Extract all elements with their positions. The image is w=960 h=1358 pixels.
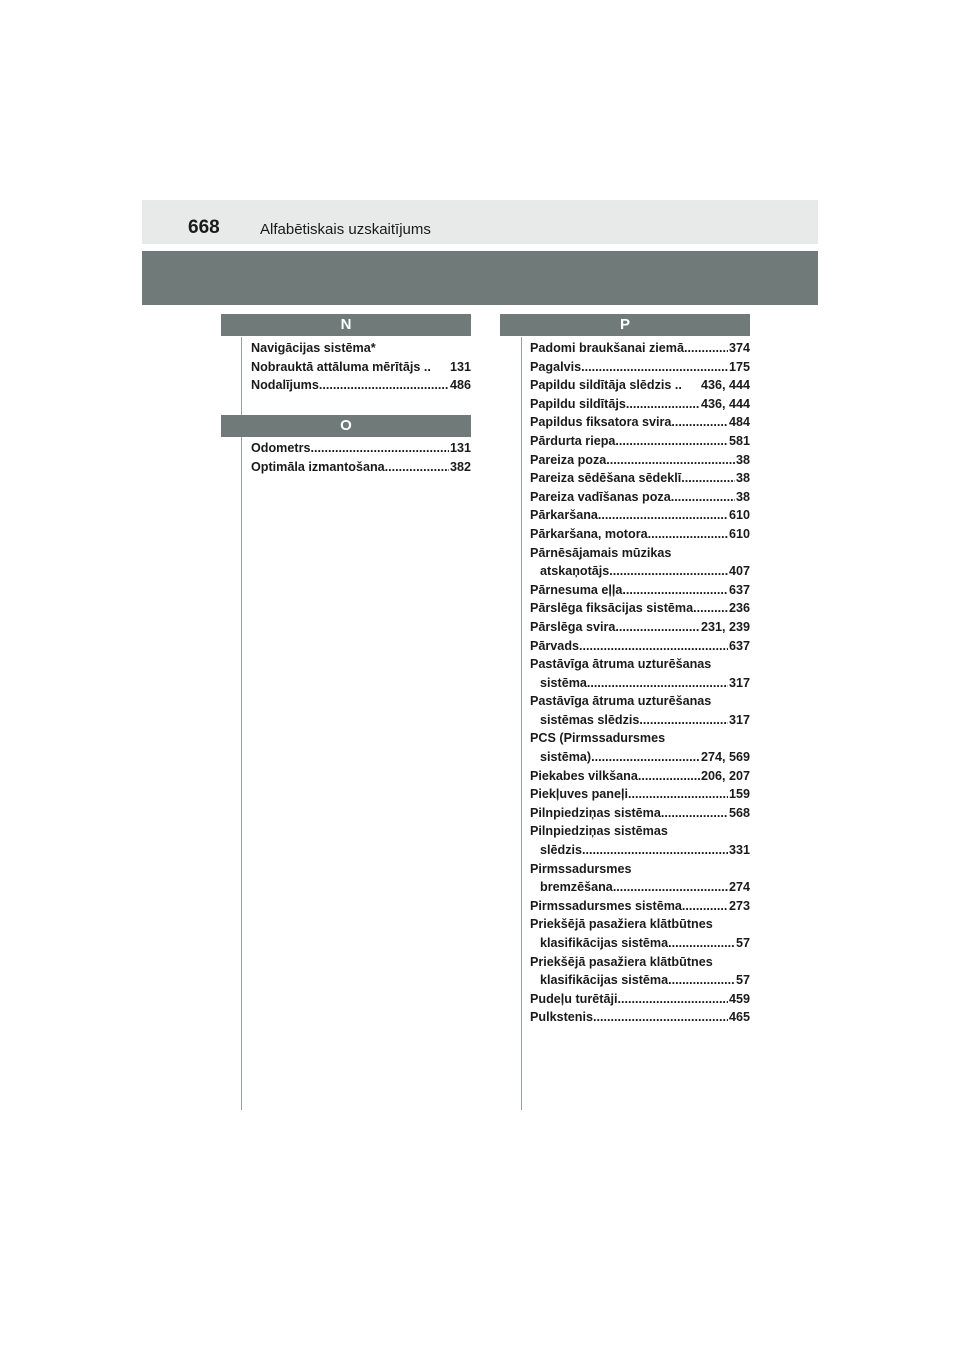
page-reference: 38 — [735, 471, 750, 486]
entry-text: Pārkaršana — [530, 508, 598, 523]
page-reference: 637 — [728, 638, 750, 653]
index-entry — [530, 785, 750, 804]
page-reference: 610 — [728, 508, 750, 523]
entry-text: Pilnpiedziņas sistēma — [530, 805, 661, 820]
index-entry — [530, 525, 750, 544]
entry-text: sistēma — [540, 675, 587, 690]
page-reference: 568 — [728, 805, 750, 820]
index-entry — [530, 637, 750, 656]
section-heading-n: N — [221, 314, 471, 336]
index-entry — [530, 413, 750, 432]
entry-text: Pārdurta riepa — [530, 433, 616, 448]
dot-leader — [579, 637, 728, 656]
page-reference: 274, 569 — [700, 750, 750, 765]
page-reference: 175 — [728, 359, 750, 374]
entry-text: PCS (Pirmssadursmes — [530, 731, 666, 746]
index-entry — [251, 458, 471, 477]
index-entry — [530, 358, 750, 377]
dot-leader — [628, 785, 728, 804]
index-entry — [530, 804, 750, 823]
entry-text: Pārnēsājamais mūzikas — [530, 545, 672, 560]
index-entry — [530, 488, 750, 507]
entry-text: Pirmssadursmes — [530, 861, 632, 876]
dot-leader — [668, 934, 735, 953]
entry-text: Pareiza poza — [530, 452, 607, 467]
index-entry — [530, 451, 750, 470]
index-entry-line — [251, 376, 471, 395]
entry-text: Pārslēga fiksācijas sistēma — [530, 601, 694, 616]
index-entry-line — [530, 1008, 750, 1027]
index-entry — [530, 822, 750, 859]
index-entry-line — [530, 432, 750, 451]
index-entry-line — [251, 358, 471, 377]
dot-leader — [310, 439, 449, 458]
entry-text: sistēmas slēdzis — [540, 712, 640, 727]
entry-text: Pilnpiedziņas sistēmas — [530, 824, 668, 839]
page-reference: 610 — [728, 526, 750, 541]
dot-leader — [615, 618, 700, 637]
index-entry-line — [251, 458, 471, 477]
page-reference: 38 — [735, 489, 750, 504]
section-n-entries — [251, 339, 471, 395]
page-reference: 131 — [449, 441, 471, 455]
index-entry-continuation — [530, 934, 750, 953]
index-entry-line — [530, 395, 750, 414]
dot-leader — [693, 599, 728, 618]
page-reference: 317 — [728, 675, 750, 690]
page-reference: 374 — [728, 341, 750, 355]
index-entry — [530, 581, 750, 600]
entry-text: Padomi braukšanai ziemā — [530, 341, 684, 355]
page-reference: 131 — [449, 359, 471, 374]
index-entry — [530, 990, 750, 1009]
index-entry — [251, 376, 471, 395]
index-entry-line — [530, 525, 750, 544]
entry-text: Odometrs — [251, 441, 311, 455]
dot-leader — [582, 841, 728, 860]
index-entry — [530, 339, 750, 358]
index-entry — [530, 860, 750, 897]
index-entry-line — [530, 822, 750, 841]
dot-leader — [626, 395, 700, 414]
index-entry — [530, 395, 750, 414]
dot-leader — [606, 451, 735, 470]
entry-text: slēdzis — [540, 843, 582, 858]
index-entry-continuation — [530, 841, 750, 860]
index-entry-line — [530, 655, 750, 674]
dot-leader — [587, 674, 728, 693]
dot-leader — [581, 358, 728, 377]
dot-leader — [385, 458, 449, 477]
entry-text: Pārkaršana, motora — [530, 526, 648, 541]
entry-text: Pārvads — [530, 638, 580, 653]
page-title: Alfabētiskais uzskaitījums — [260, 221, 431, 238]
index-entry-continuation — [530, 748, 750, 767]
index-entry-line — [530, 339, 750, 358]
dot-leader — [661, 804, 728, 823]
entry-text: Pārnesuma eļļa — [530, 582, 623, 597]
dot-leader — [617, 990, 728, 1009]
index-entry-line — [251, 439, 471, 458]
dot-leader — [609, 562, 728, 581]
section-heading-o: O — [221, 415, 471, 437]
index-entry-line — [251, 339, 471, 358]
index-entry-line — [530, 376, 750, 395]
index-entry — [530, 544, 750, 581]
index-entry-line — [530, 990, 750, 1009]
dot-leader — [613, 878, 728, 897]
section-heading-p: P — [500, 314, 750, 336]
dot-leader — [668, 971, 735, 990]
index-entry-continuation — [530, 971, 750, 990]
page-reference: 484 — [728, 415, 750, 430]
index-entry — [530, 729, 750, 766]
index-entry-line — [530, 618, 750, 637]
entry-text: Nobrauktā attāluma mērītājs .. — [251, 359, 431, 374]
index-entry — [530, 692, 750, 729]
right-column-rule — [521, 337, 522, 1110]
index-entry-line — [530, 692, 750, 711]
entry-text: Papildu sildītāja slēdzis .. — [530, 378, 682, 393]
entry-text: Pareiza sēdēšana sēdeklī — [530, 471, 682, 486]
dot-leader — [319, 376, 449, 395]
index-entry — [530, 1008, 750, 1027]
page-reference: 436, 444 — [700, 378, 750, 393]
entry-text: Pirmssadursmes sistēma — [530, 898, 682, 913]
entry-text: Priekšējā pasažiera klātbūtnes — [530, 917, 713, 932]
page-reference: 273 — [728, 898, 750, 913]
dot-leader — [671, 488, 735, 507]
index-entry — [251, 439, 471, 458]
index-entry-line — [530, 767, 750, 786]
index-entry-continuation — [530, 711, 750, 730]
dot-leader — [639, 711, 728, 730]
entry-text: Pareiza vadīšanas poza — [530, 489, 671, 504]
page-reference: 57 — [735, 973, 750, 988]
index-entry — [530, 376, 750, 395]
entry-text: Pulkstenis — [530, 1010, 593, 1025]
page-reference: 57 — [735, 936, 750, 950]
page-reference: 581 — [728, 433, 750, 448]
dot-leader — [682, 897, 728, 916]
entry-text: Papildu sildītājs — [530, 396, 626, 411]
index-entry-line — [530, 488, 750, 507]
index-entry-line — [530, 897, 750, 916]
index-entry — [530, 897, 750, 916]
index-entry-line — [530, 953, 750, 972]
index-entry-line — [530, 785, 750, 804]
index-entry-line — [530, 506, 750, 525]
entry-text: klasifikācijas sistēma — [540, 973, 669, 988]
index-entry-line — [530, 469, 750, 488]
page-reference: 382 — [449, 459, 471, 474]
index-entry-line — [530, 544, 750, 563]
index-entry-continuation — [530, 562, 750, 581]
index-entry — [251, 339, 471, 358]
index-entry-line — [530, 860, 750, 879]
index-entry — [251, 358, 471, 377]
page-reference: 459 — [728, 991, 750, 1006]
index-entry — [530, 655, 750, 692]
index-entry-line — [530, 451, 750, 470]
entry-text: Optimāla izmantošana — [251, 459, 385, 474]
dot-leader — [622, 581, 728, 600]
dot-leader — [638, 767, 700, 786]
entry-text: sistēma) — [540, 750, 592, 765]
section-o-entries — [251, 439, 471, 476]
index-entry-line — [530, 915, 750, 934]
dot-leader — [593, 1008, 728, 1027]
page-reference: 436, 444 — [700, 396, 750, 411]
page-reference: 637 — [728, 582, 750, 597]
page-reference: 317 — [728, 712, 750, 727]
entry-text: klasifikācijas sistēma — [540, 936, 669, 950]
index-entry-line — [530, 599, 750, 618]
entry-text: bremzēšana — [540, 880, 613, 895]
header-bar — [142, 200, 818, 244]
page-reference: 274 — [728, 880, 750, 895]
section-p-entries — [530, 339, 750, 1027]
dot-leader — [615, 432, 728, 451]
page-reference: 38 — [735, 452, 750, 467]
page-reference: 465 — [728, 1010, 750, 1025]
page-reference: 231, 239 — [700, 619, 750, 634]
page-reference: 236 — [728, 601, 750, 616]
index-entry — [530, 506, 750, 525]
entry-text: Piekļuves paneļi — [530, 787, 629, 802]
dot-leader — [591, 748, 700, 767]
dot-leader — [681, 469, 735, 488]
page-number: 668 — [188, 217, 220, 238]
index-entry-line — [530, 413, 750, 432]
dot-leader — [684, 339, 728, 358]
entry-text: Pārslēga svira — [530, 619, 616, 634]
index-entry-continuation — [530, 674, 750, 693]
entry-text: Pagalvis — [530, 359, 582, 374]
index-entry-continuation — [530, 878, 750, 897]
entry-text: Pudeļu turētāji — [530, 991, 618, 1006]
index-entry — [530, 599, 750, 618]
entry-text: Pastāvīga ātruma uzturēšanas — [530, 657, 712, 672]
entry-text: Nodalījums — [251, 378, 319, 393]
index-entry — [530, 915, 750, 952]
index-entry — [530, 953, 750, 990]
page-reference: 159 — [728, 787, 750, 802]
entry-text: Pastāvīga ātruma uzturēšanas — [530, 694, 712, 709]
left-column-rule — [241, 337, 242, 1110]
dot-leader — [671, 413, 728, 432]
page-reference: 331 — [728, 843, 750, 858]
page-reference: 407 — [728, 564, 750, 579]
index-entry — [530, 618, 750, 637]
entry-text: Piekabes vilkšana — [530, 768, 638, 783]
index-entry-line — [530, 637, 750, 656]
index-entry — [530, 767, 750, 786]
index-entry — [530, 469, 750, 488]
index-entry-line — [530, 804, 750, 823]
dot-leader — [648, 525, 728, 544]
entry-text: atskaņotājs — [540, 564, 610, 579]
entry-text: Navigācijas sistēma* — [251, 341, 376, 355]
header-band — [142, 251, 818, 305]
page-reference: 486 — [449, 378, 471, 393]
index-entry-line — [530, 581, 750, 600]
index-entry-line — [530, 729, 750, 748]
index-entry-line — [530, 358, 750, 377]
entry-text: Priekšējā pasažiera klātbūtnes — [530, 954, 713, 969]
index-entry — [530, 432, 750, 451]
page-reference: 206, 207 — [700, 768, 750, 783]
entry-text: Papildus fiksatora svira — [530, 415, 672, 430]
dot-leader — [598, 506, 728, 525]
